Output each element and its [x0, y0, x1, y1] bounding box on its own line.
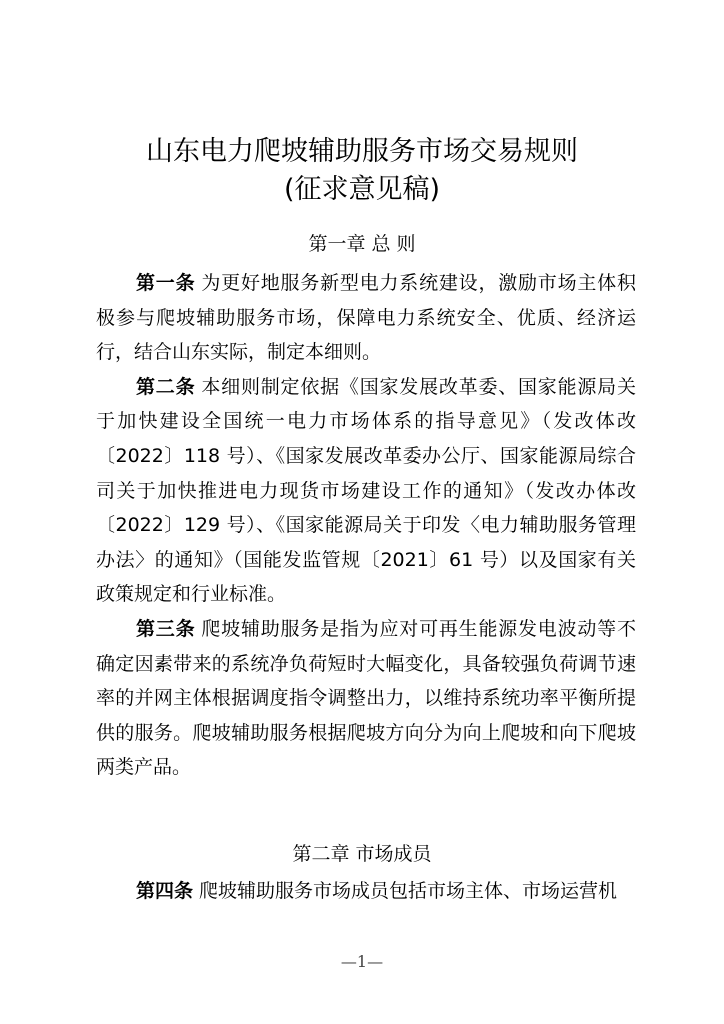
article-label: 第一条	[136, 272, 196, 294]
chapter-heading-2: 第二章 市场成员	[292, 843, 432, 865]
article-label: 第二条	[136, 375, 196, 398]
article-text: 为更好地服务新型电力系统建设，激励市场主体积极参与爬坡辅助服务市场，保障电力系统安全、优质、经济运行，结合山东实际，制定本细则。	[96, 272, 636, 364]
article-3	[96, 612, 636, 785]
article-label: 第三条	[136, 617, 196, 640]
document-subtitle: (征求意见稿)	[283, 174, 441, 205]
article-text: 本细则制定依据《国家发展改革委、国家能源局关于加快建设全国统一电力市场体系的指导意见》（发改体改〔2022〕118 号）、《国家发展改革委办公厅、国家能源局综合司关于加快推进电力现货市场建设工作的通知》（发改办体改〔2022〕129 号）、《国家能源局关于印发〈电力辅助服务管理办法〉的通知》（国能发监管规〔2021〕61 号）以及国家有关政策规定和行业标准。	[96, 375, 636, 606]
chapter-2-body	[96, 874, 636, 909]
article-2	[96, 370, 636, 612]
article-1	[96, 266, 636, 370]
article-4	[96, 874, 636, 909]
article-label: 第四条	[136, 880, 194, 902]
chapter-heading-1: 第一章 总 则	[308, 233, 416, 255]
article-text: 爬坡辅助服务市场成员包括市场主体、市场运营机	[199, 880, 618, 902]
article-text: 爬坡辅助服务是指为应对可再生能源发电波动等不确定因素带来的系统净负荷短时大幅变化，具备较强负荷调节速率的并网主体根据调度指令调整出力，以维持系统功率平衡所提供的服务。爬坡辅助服务根据爬坡方向分为向上爬坡和向下爬坡两类产品。	[96, 617, 636, 779]
document-title: 山东电力爬坡辅助服务市场交易规则	[146, 136, 578, 167]
chapter-1-body	[96, 266, 636, 785]
page-number: —1—	[340, 952, 384, 971]
